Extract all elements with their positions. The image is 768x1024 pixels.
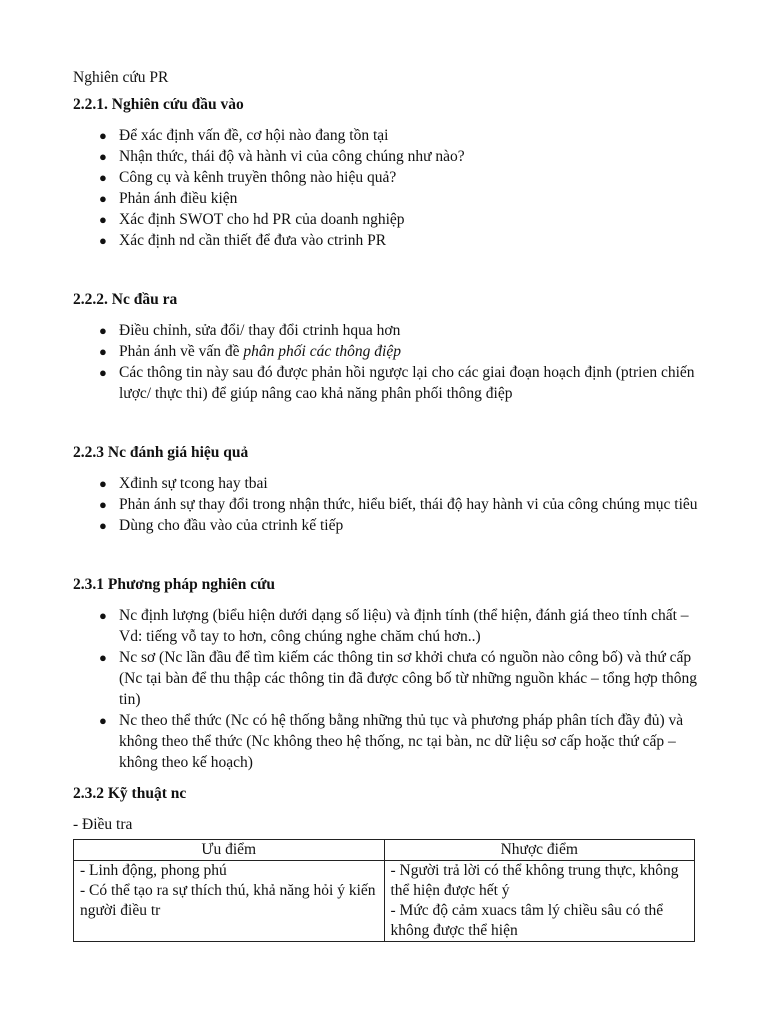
list-item bbox=[73, 494, 703, 515]
bullet-icon: ● bbox=[99, 170, 107, 185]
list-item-text: Nc sơ (Nc lần đầu để tìm kiếm các thông tin sơ khởi chưa có nguồn nào công bố) và thứ cấp (Nc tại bàn để thu thập các thông tin đã được công bố từ những nguồn khác – tổng hợp thông tin) bbox=[119, 649, 697, 708]
list-item-text: Các thông tin này sau đó được phản hồi ngược lại cho các giai đoạn hoạch định (ptrien chiến lược/ thực thi) để giúp nâng cao khả năng phân phối thông điệp bbox=[119, 364, 695, 402]
bullet-icon: ● bbox=[99, 365, 107, 380]
list-item-text: Để xác định vấn đề, cơ hội nào đang tồn tại bbox=[119, 127, 389, 144]
bullet-icon: ● bbox=[99, 497, 107, 512]
list-item-text: Xđinh sự tcong hay tbai bbox=[119, 475, 268, 492]
section-heading-effectiveness: 2.2.3 Nc đánh giá hiệu quả bbox=[73, 444, 249, 461]
table-row bbox=[74, 861, 695, 942]
list-item-text: Xác định SWOT cho hd PR của doanh nghiệp bbox=[119, 211, 405, 228]
list-item-text: Phản ánh điều kiện bbox=[119, 190, 238, 207]
bullet-icon: ● bbox=[99, 476, 107, 491]
survey-subheading: - Điều tra bbox=[73, 816, 133, 833]
column-header-advantages: Ưu điểm bbox=[74, 840, 385, 861]
list-item bbox=[73, 647, 703, 710]
list-item bbox=[73, 125, 703, 146]
table-header-row bbox=[74, 840, 695, 861]
document-title: Nghiên cứu PR bbox=[73, 69, 169, 86]
list-item bbox=[73, 473, 703, 494]
list-item bbox=[73, 320, 703, 341]
list-item-text: Nc theo thể thức (Nc có hệ thống bằng những thủ tục và phương pháp phân tích đầy đủ) và không theo thể thức (Nc không theo hệ thống, nc tại bàn, nc dữ liệu sơ cấp hoặc thứ cấp – không theo kế hoạch) bbox=[119, 712, 684, 771]
bullet-list-input-research bbox=[73, 125, 703, 251]
list-item bbox=[73, 341, 703, 362]
list-item bbox=[73, 146, 703, 167]
bullet-icon: ● bbox=[99, 149, 107, 164]
list-item-text: Phản ánh sự thay đổi trong nhận thức, hiểu biết, thái độ hay hành vi của công chúng mục tiêu bbox=[119, 496, 698, 513]
list-item bbox=[73, 515, 703, 536]
list-item-italic-text: phân phối các thông điệp bbox=[243, 343, 401, 360]
list-item bbox=[73, 209, 703, 230]
bullet-icon: ● bbox=[99, 344, 107, 359]
list-item bbox=[73, 230, 703, 251]
bullet-icon: ● bbox=[99, 650, 107, 665]
list-item bbox=[73, 605, 703, 647]
bullet-list-methods bbox=[73, 605, 703, 773]
list-item-text: Phản ánh về vấn đề bbox=[119, 343, 244, 360]
bullet-icon: ● bbox=[99, 212, 107, 227]
list-item-text: Công cụ và kênh truyền thông nào hiệu quả? bbox=[119, 169, 397, 186]
list-item bbox=[73, 188, 703, 209]
section-heading-output-research: 2.2.2. Nc đầu ra bbox=[73, 291, 178, 308]
section-heading-techniques: 2.3.2 Kỹ thuật nc bbox=[73, 785, 187, 802]
list-item bbox=[73, 710, 703, 773]
disadvantage-item: - Người trả lời có thể không trung thực, không thể hiện được hết ý bbox=[390, 862, 679, 899]
section-heading-methods: 2.3.1 Phương pháp nghiên cứu bbox=[73, 576, 276, 593]
list-item-text: Điều chỉnh, sửa đổi/ thay đổi ctrinh hqua hơn bbox=[119, 322, 401, 339]
list-item bbox=[73, 362, 703, 404]
bullet-list-effectiveness bbox=[73, 473, 703, 536]
list-item-text: Xác định nd cần thiết để đưa vào ctrinh PR bbox=[119, 232, 387, 249]
list-item-text: Nc định lượng (biểu hiện dưới dạng số liệu) và định tính (thể hiện, đánh giá theo tính chất – Vd: tiếng vỗ tay to hơn, công chúng nghe chăm chú hơn..) bbox=[119, 607, 689, 645]
advantages-cell bbox=[74, 861, 385, 942]
disadvantages-cell bbox=[384, 861, 695, 942]
bullet-icon: ● bbox=[99, 233, 107, 248]
section-heading-input-research: 2.2.1. Nghiên cứu đầu vào bbox=[73, 96, 244, 113]
bullet-icon: ● bbox=[99, 713, 107, 728]
list-item bbox=[73, 167, 703, 188]
list-item-text: Dùng cho đầu vào của ctrinh kế tiếp bbox=[119, 517, 344, 534]
advantage-item: - Có thể tạo ra sự thích thú, khả năng hỏi ý kiến người điều tr bbox=[80, 882, 376, 919]
bullet-icon: ● bbox=[99, 608, 107, 623]
bullet-list-output-research bbox=[73, 320, 703, 404]
pros-cons-table bbox=[73, 839, 695, 942]
column-header-disadvantages: Nhược điểm bbox=[384, 840, 695, 861]
bullet-icon: ● bbox=[99, 518, 107, 533]
bullet-icon: ● bbox=[99, 191, 107, 206]
list-item-text: Nhận thức, thái độ và hành vi của công chúng như nào? bbox=[119, 148, 465, 165]
advantage-item: - Linh động, phong phú bbox=[80, 862, 227, 879]
disadvantage-item: - Mức độ cảm xuacs tâm lý chiều sâu có thể không được thể hiện bbox=[390, 902, 664, 939]
bullet-icon: ● bbox=[99, 323, 107, 338]
document-page bbox=[73, 67, 703, 942]
bullet-icon: ● bbox=[99, 128, 107, 143]
